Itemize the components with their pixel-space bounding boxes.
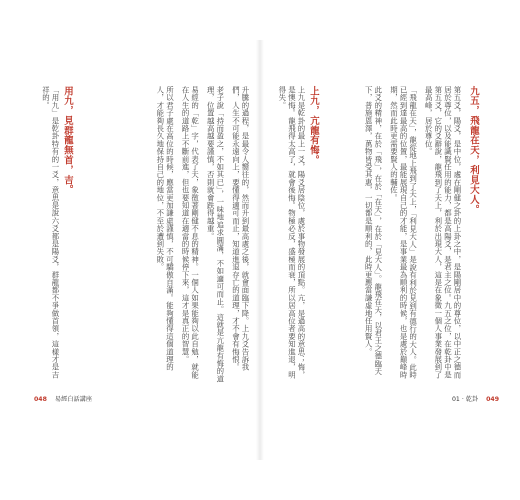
left-body-text xyxy=(80,86,250,384)
paragraph: 易經的「乾」字，代表了天，象徵著剛健不息的精神。一個人如果能夠以此自勉，就能在人生的道路上不斷前進，但也要知道在適當的時候停下來，這才是真正的智慧。 xyxy=(181,86,200,379)
right-body-text-2 xyxy=(270,86,306,384)
paragraph: 老子說「持而盈之，不如其已」，一味地追求圓滿，不如適可而止。這就是亢龍有悔的道理，位置越高越要謹慎，否則就會跌得越重。 xyxy=(206,86,225,383)
left-page xyxy=(0,0,258,500)
page-number: 048 xyxy=(34,396,47,403)
section-heading: 用九，見群龍無首，吉。 xyxy=(62,86,73,195)
chapter-label: 01 · 乾卦 xyxy=(452,396,479,403)
paragraph: 「飛龍在天」，龍從地上飛到了天上，「利見大人」是說有利於見到有德行的大人。此時已經到達最高的位置，最能展現自己的才能，是事業最為順利的時候，也是處於巔峰時期，然而此時更需要賢人的輔佐。 xyxy=(389,86,418,379)
book-title: 易經白話講座 xyxy=(54,396,93,403)
right-page-footer xyxy=(452,394,499,403)
right-body-text xyxy=(322,86,462,384)
section-heading-2: 上九，亢龍有悔。 xyxy=(308,86,319,166)
section-heading: 九五，飛龍在天，利見大人。 xyxy=(468,86,479,215)
page-number: 049 xyxy=(486,396,500,403)
paragraph: 上九是乾卦的最上一爻，陽爻居陰位，處於事物發展的頂點。亢，是過高的意思；悔，是懊悔。龍飛得太高了，就會後悔。物極必反，盛極而衰，所以居高位者要知進退，明得失。 xyxy=(277,86,306,379)
left-page-footer xyxy=(34,394,92,403)
paragraph: 「用九」是乾卦特有的一爻，意思是說六爻都是陽爻，群龍都不爭做首領，這樣才是吉祥的。 xyxy=(41,86,60,379)
paragraph: 升騰的過程，是最令人嚮往的，然而升到最高處之後，就會面臨下降。上九爻告訴我們，人生不可能永遠向上，要懂得適可而止，知道進退存亡的道理，才不會有悔恨。 xyxy=(231,86,250,371)
paragraph: 此爻的精神，在於「飛」，在於「在天」，在於「見大人」。龍飛在天，以君王之德臨天下，普施恩澤，萬物皆受其惠，一切都是順利的，此時更應當謙虛地任用賢人。 xyxy=(364,86,383,376)
right-page xyxy=(262,0,520,500)
left-body-text-2 xyxy=(34,86,60,384)
paragraph: 第五爻，陽爻，是中位，處在剛健之卦的上卦之中，是陽剛居中的尊位，以中正之德而居於尊位，以及能識賢任用的能力，都是高陽爻，是君主之位。九五之位，在乾卦中是第五爻，它的爻辭說，龍飛到了天上，利於出現大人，這是在象徵一個人事業發展到了最高峰，居於尊位。 xyxy=(424,86,462,379)
paragraph: 所以君子處在高位的時候，應當更加謙虛謹慎，不可驕傲自滿。能夠懂得這個道理的人，才能夠長久地保持自己的地位，不至於遭到失敗。 xyxy=(155,86,175,371)
